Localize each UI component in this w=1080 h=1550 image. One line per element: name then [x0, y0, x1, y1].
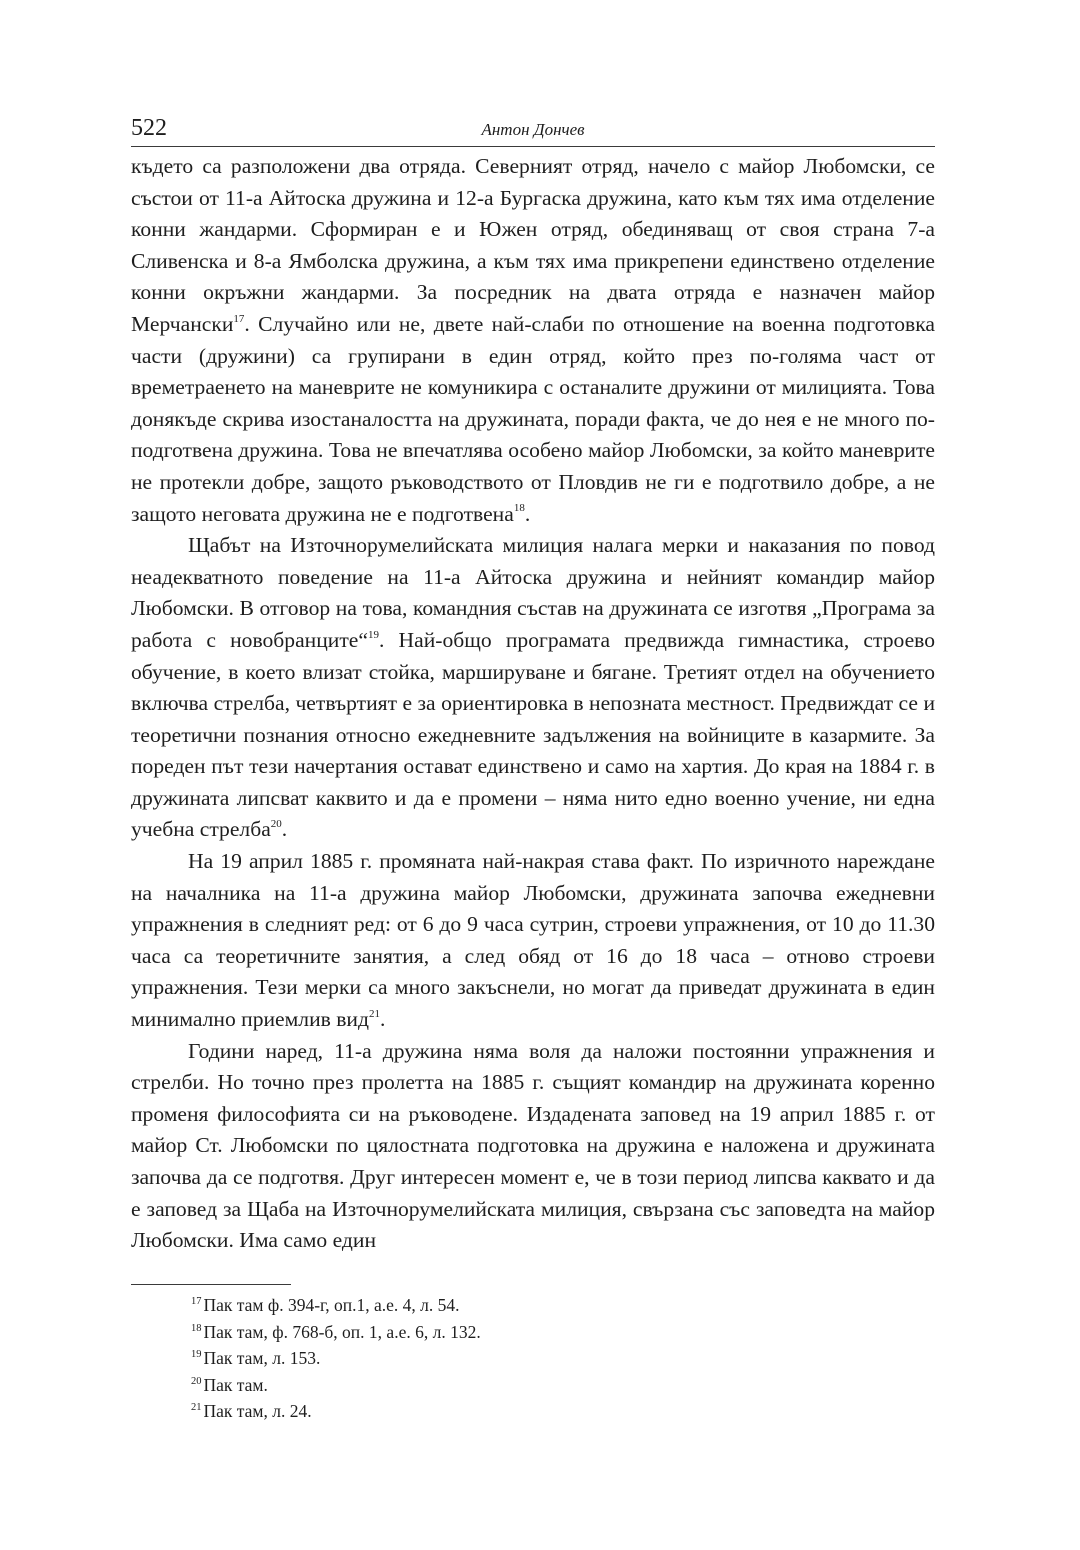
paragraph-text: . Най-общо програмата предвижда гимнастика, строево обучение, в което влизат стойка, маршируване и бягане. Третият отдел на обучението включва стрелба, четвъртият е за ориентировка в непозната местност. Предвиждат се и теоретични познания относно ежедневните задължения на войниците в казармите. За пореден път тези начертания остават единствено и само на хартия. До края на 1884 г. в дружината липсват каквито и да е промени – няма нито едно военно учение, ни една учебна стрелба [131, 627, 935, 842]
paragraph [131, 151, 935, 530]
footnote-ref: 19 [367, 628, 379, 641]
footnote-text: Пак там, ф. 768-б, оп. 1, а.е. 6, л. 132. [203, 1321, 481, 1342]
paragraph-text: . [524, 501, 531, 526]
paragraph [131, 846, 935, 1036]
footnote-ref: 18 [513, 502, 525, 515]
header-author: Антон Дончев [481, 120, 585, 139]
footnote-separator [131, 1284, 291, 1285]
footnote [191, 1292, 891, 1319]
footnote-number: 20 [191, 1375, 202, 1387]
body-text [131, 151, 935, 1257]
footnotes [191, 1292, 891, 1425]
paragraph-text: На 19 април 1885 г. промяната най-накрая става факт. По изричното нареждане на началника на 11-а дружина майор Любомски, дружината започва ежедневни упражнения в следният ред: от 6 до 9 часа сутрин, строеви упражнения, от 10 до 11.30 часа са теоретичните занятия, а след обяд от 16 до 18 часа – отново строеви упражнения. Тези мерки са много закъснели, но могат да приведат дружината в един минимално приемлив вид [131, 849, 935, 1032]
paragraph [131, 530, 935, 846]
footnote-text: Пак там, л. 153. [203, 1348, 321, 1368]
paragraph-text: Години наред, 11-а дружина няма воля да наложи постоянни упражнения и стрелби. Но точно през пролетта на 1885 г. същият командир на дружината коренно променя философията си на ръководене. Издадената заповед на 19 април 1885 г. от майор Ст. Любомски по цялостната подготовка на дружина е наложена и дружината започва да се подготвя. Друг интересен момент е, че в този период липсва каквато и да е заповед за Щаба на Източнорумелийската милиция, свързана със заповедта на майор Любомски. Има само един [131, 1038, 935, 1253]
footnote-ref: 21 [368, 1007, 380, 1020]
paragraph [131, 1036, 935, 1257]
paragraph-text: . [379, 1007, 386, 1032]
page-number: 522 [131, 115, 167, 141]
footnote [191, 1345, 891, 1372]
paragraph-text: . Случайно или не, двете най-слаби по отношение на военна подготовка части (дружини) са групирани в един отряд, който през по-голяма част от времетраенето на маневрите не комуникира с останалите дружини от милицията. Това донякъде скрива изостаналостта на дружината, поради факта, че до нея е не много по-подготвена дружина. Това не впечатлява особено майор Любомски, за който маневрите не протекли добре, защото ръководството от Пловдив не ги е подготвило добре, а не защото неговата дружина не е подготвена [131, 311, 935, 526]
footnote-number: 18 [191, 1322, 202, 1334]
footnote-text: Пак там. [203, 1374, 268, 1395]
footnote-text: Пак там, л. 24. [203, 1401, 312, 1421]
footnote-number: 17 [191, 1296, 202, 1308]
page [131, 110, 935, 1257]
footnote [191, 1398, 891, 1425]
paragraph-text: Щабът на Източнорумелийската милиция налага мерки и наказания по повод неадекватното поведение на 11-а Айтоска дружина и нейният командир майор Любомски. В отговор на това, командния състав на дружината се изготвя „Програма за работа с новобранците“ [131, 533, 935, 652]
footnote [191, 1319, 891, 1346]
paragraph-text: където са разположени два отряда. Северният отряд, начело с майор Любомски, се състои от 11-а Айтоска дружина и 12-а Бургаска дружина, като към тях има отделение конни жандарми. Сформиран е и Южен отряд, обединяващ от своя страна 7-а Сливенска и 8-а Ямболска дружина, а към тях има прикрепени единствено отделение конни окръжни жандарми. За посредник на двата отряда е назначен майор Мерчански [131, 154, 935, 336]
footnote-number: 19 [191, 1349, 202, 1361]
running-header [131, 110, 935, 147]
paragraph-text: . [281, 817, 288, 842]
footnote-ref: 17 [233, 312, 245, 325]
footnote-text: Пак там ф. 394-г, оп.1, а.е. 4, л. 54. [203, 1295, 460, 1315]
footnote [191, 1372, 891, 1399]
footnote-number: 21 [191, 1402, 202, 1414]
footnote-ref: 20 [270, 818, 282, 831]
